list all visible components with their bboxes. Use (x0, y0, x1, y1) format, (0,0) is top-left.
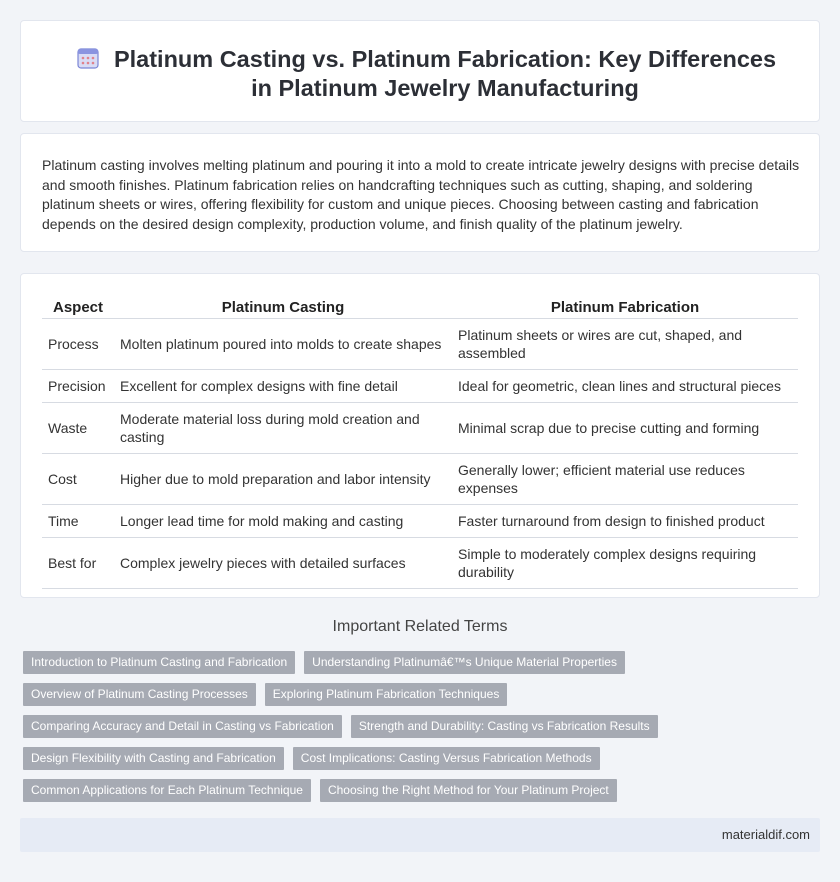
fabrication-cell: Ideal for geometric, clean lines and structural pieces (452, 370, 798, 403)
casting-cell: Molten platinum poured into molds to create shapes (114, 319, 452, 370)
casting-cell: Complex jewelry pieces with detailed surfaces (114, 538, 452, 589)
footer-site-link[interactable]: materialdif.com (721, 827, 810, 842)
aspect-cell: Process (42, 319, 114, 370)
related-term-link[interactable]: Design Flexibility with Casting and Fabrication (23, 747, 284, 770)
related-term-link[interactable]: Strength and Durability: Casting vs Fabrication Results (351, 715, 658, 738)
casting-cell: Higher due to mold preparation and labor intensity (114, 454, 452, 505)
table-row (42, 538, 798, 589)
related-term-link[interactable]: Overview of Platinum Casting Processes (23, 683, 256, 706)
related-term-link[interactable]: Exploring Platinum Fabrication Techniques (265, 683, 508, 706)
fabrication-cell: Generally lower; efficient material use reduces expenses (452, 454, 798, 505)
footer (20, 818, 820, 852)
comparison-table (42, 296, 798, 589)
related-terms-list (23, 651, 823, 811)
aspect-cell: Best for (42, 538, 114, 589)
table-row (42, 370, 798, 403)
casting-cell: Longer lead time for mold making and casting (114, 505, 452, 538)
header-aspect: Aspect (42, 296, 114, 319)
related-term-link[interactable]: Cost Implications: Casting Versus Fabrication Methods (293, 747, 600, 770)
related-terms-title: Important Related Terms (332, 618, 508, 635)
intro-card (20, 133, 820, 252)
header-fabrication: Platinum Fabrication (452, 296, 798, 319)
aspect-cell: Time (42, 505, 114, 538)
related-term-link[interactable]: Understanding Platinumâ€™s Unique Material Properties (304, 651, 625, 674)
table-row (42, 505, 798, 538)
related-term-link[interactable]: Introduction to Platinum Casting and Fabrication (23, 651, 295, 674)
table-row (42, 403, 798, 454)
header-casting: Platinum Casting (114, 296, 452, 319)
table-row (42, 454, 798, 505)
intro-text: Platinum casting involves melting platinum and pouring it into a mold to create intricate jewelry designs with precise details and smooth finishes. Platinum fabrication relies on handcrafting techniques such as cutting, shaping, and soldering platinum sheets or wires, offering flexibility for custom and unique pieces. Choosing between casting and fabrication depends on the desired design complexity, production volume, and finish quality of the platinum jewelry. (42, 157, 800, 232)
calendar-grid-icon (77, 47, 99, 69)
casting-cell: Moderate material loss during mold creation and casting (114, 403, 452, 454)
related-term-link[interactable]: Comparing Accuracy and Detail in Casting vs Fabrication (23, 715, 342, 738)
comparison-card (20, 273, 820, 598)
table-header-row (42, 296, 798, 319)
aspect-cell: Waste (42, 403, 114, 454)
aspect-cell: Precision (42, 370, 114, 403)
related-term-link[interactable]: Common Applications for Each Platinum Technique (23, 779, 311, 802)
fabrication-cell: Platinum sheets or wires are cut, shaped, and assembled (452, 319, 798, 370)
header-card (20, 20, 820, 122)
fabrication-cell: Simple to moderately complex designs requiring durability (452, 538, 798, 589)
related-term-link[interactable]: Choosing the Right Method for Your Platinum Project (320, 779, 617, 802)
aspect-cell: Cost (42, 454, 114, 505)
fabrication-cell: Faster turnaround from design to finished product (452, 505, 798, 538)
fabrication-cell: Minimal scrap due to precise cutting and forming (452, 403, 798, 454)
page-title: Platinum Casting vs. Platinum Fabrication: Key Differences in Platinum Jewelry Manufacturing (113, 46, 777, 101)
table-row (42, 319, 798, 370)
casting-cell: Excellent for complex designs with fine detail (114, 370, 452, 403)
